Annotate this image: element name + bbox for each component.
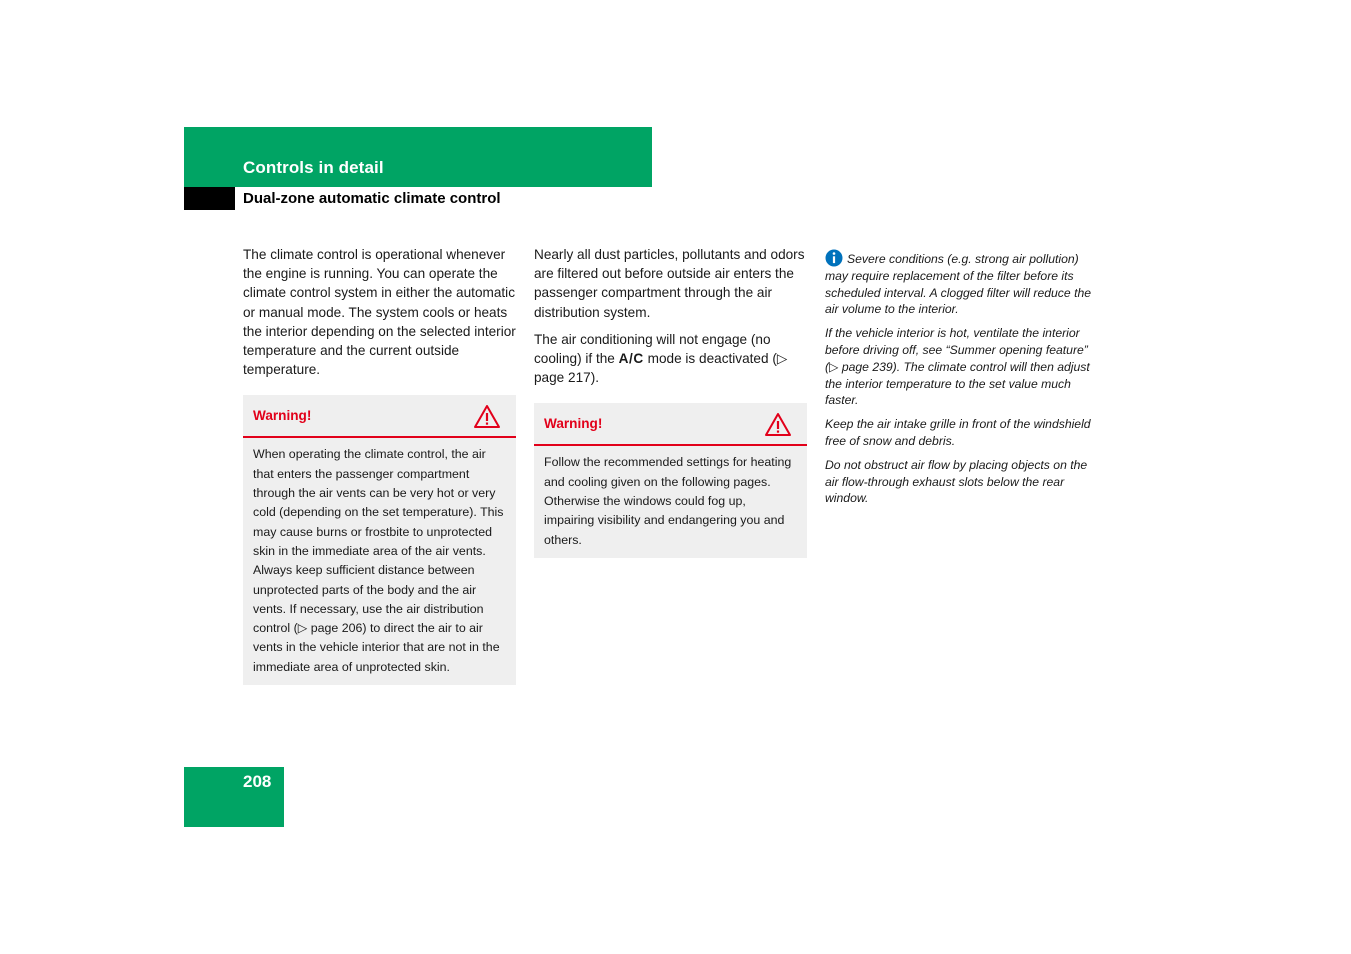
info-icon	[825, 249, 843, 267]
info-note: Do not obstruct air flow by placing objects on the air flow-through exhaust slots below the rear window.	[825, 457, 1088, 506]
warning-box	[243, 395, 516, 685]
info-note-text: Severe conditions (e.g. strong air pollution) may require replacement of the filter before its scheduled interval. A clogged filter will reduce the air volume to the interior.	[825, 252, 1092, 317]
intro-paragraph: The climate control is operational whenever the engine is running. You can operate the climate control system in either the automatic or manual mode. The system cools or heats the interior depending on the selected interior temperature and the current outside temperature.	[243, 247, 516, 378]
ac-text-before: The air conditioning will not engage (no cooling) if the	[534, 331, 771, 367]
warning-text: When operating the climate control, the air that enters the passenger compartment through the air vents can be very hot or very cold (depending on the set temperature). This may cause burns or frostbite to unprotected skin in the immediate area of the air vents. Always keep sufficient distance between unprotected parts of the body and the air vents. If necessary, use the air distribution control (▷ page 206) to direct the air to air vents in the vehicle interior that are not in the immediate area of unprotected skin.	[253, 447, 504, 674]
warning-box	[534, 403, 807, 557]
warning-text: Follow the recommended settings for heating and cooling given on the following pages. Otherwise the windows could fog up, impairing visibility and endangering you and others.	[544, 455, 792, 547]
warning-label: Warning!	[253, 408, 312, 424]
ac-paragraph	[534, 330, 807, 388]
subsection-marker	[184, 187, 235, 210]
info-note: If the vehicle interior is hot, ventilate the interior before driving off, see “Summer opening feature” (▷ page 239). The climate control will then adjust the interior temperature to the set value much faster.	[825, 326, 1090, 408]
info-note: Keep the air intake grille in front of the windshield free of snow and debris.	[825, 417, 1091, 448]
warning-header	[243, 395, 516, 438]
header-band	[184, 127, 652, 187]
warning-triangle-icon	[473, 404, 501, 429]
section-title: Controls in detail	[243, 158, 384, 177]
warning-triangle-icon	[764, 412, 792, 437]
ac-text-after: mode is deactivated (▷ page 217).	[534, 351, 788, 386]
filter-paragraph: Nearly all dust particles, pollutants and odors are filtered out before outside air enters the passenger compartment through the air distribution system.	[534, 247, 805, 320]
subsection-title: Dual-zone automatic climate control	[243, 190, 501, 207]
warning-label: Warning!	[544, 416, 603, 432]
warning-header	[534, 403, 807, 446]
info-note	[825, 249, 1097, 318]
page-number: 208	[243, 772, 272, 791]
ac-button-label: A/C	[618, 351, 644, 367]
column-1	[243, 245, 516, 685]
column-2	[534, 245, 807, 558]
column-3	[825, 249, 1097, 514]
